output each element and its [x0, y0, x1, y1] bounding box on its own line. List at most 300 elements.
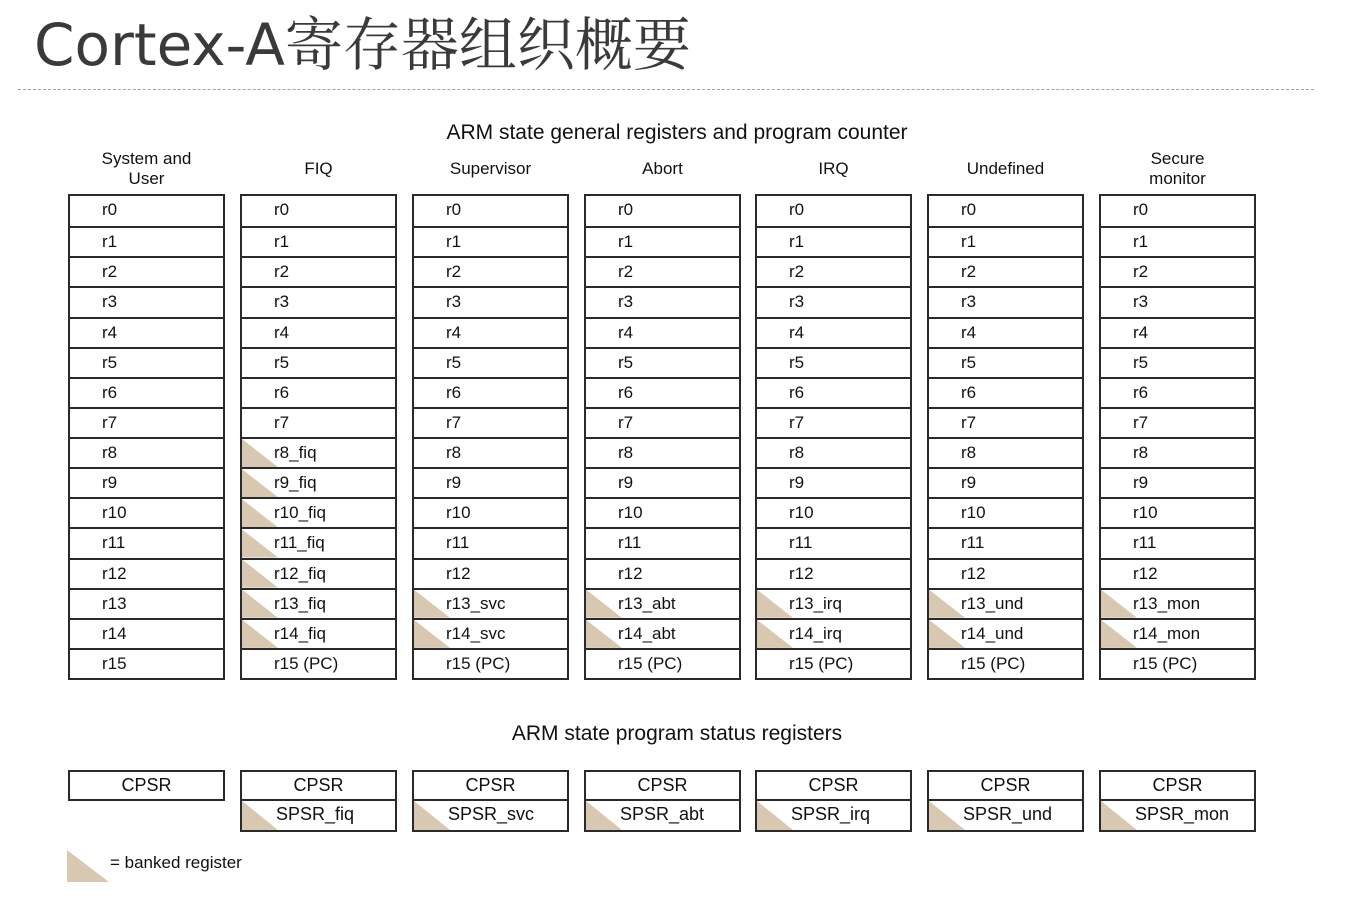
register-cell [929, 558, 1082, 588]
status-register-label: SPSR_mon [1135, 804, 1230, 824]
register-cell [1101, 347, 1254, 377]
register-cell [242, 256, 395, 286]
register-cell [757, 377, 910, 407]
register-label: r4 [446, 322, 462, 342]
title-divider [18, 89, 1314, 90]
register-cell [70, 226, 223, 256]
legend-label: = banked register [110, 853, 242, 872]
register-cell [757, 317, 910, 347]
register-label: r2 [961, 262, 977, 282]
register-label: r12 [446, 563, 471, 583]
register-label: r0 [789, 200, 805, 219]
register-label: r6 [618, 382, 634, 402]
register-label: r6 [446, 382, 462, 402]
register-label: r11 [618, 533, 642, 553]
banked-marker-icon [757, 801, 793, 830]
register-label: r15 (PC) [618, 653, 683, 673]
register-label: r1 [446, 232, 462, 252]
register-label: r7 [1133, 412, 1149, 432]
register-label: r4 [1133, 322, 1149, 342]
register-cell [757, 256, 910, 286]
status-register-cell [584, 770, 741, 801]
register-column [240, 194, 397, 680]
register-cell [414, 196, 567, 226]
status-register-label: SPSR_abt [620, 804, 705, 824]
register-label: r10 [789, 503, 814, 523]
register-cell [242, 317, 395, 347]
register-label: r9 [1133, 473, 1149, 493]
status-register-column [755, 770, 912, 832]
register-cell [70, 256, 223, 286]
mode-header: Secure monitor [1149, 149, 1206, 188]
register-label: r14_svc [446, 623, 506, 643]
register-cell [1101, 497, 1254, 527]
status-register-column [412, 770, 569, 832]
banked-marker-icon [242, 499, 278, 527]
register-label: r0 [961, 200, 977, 219]
register-label: r9 [961, 473, 977, 493]
register-label: r2 [1133, 262, 1149, 282]
register-cell [242, 648, 395, 678]
status-register-label: CPSR [293, 775, 344, 795]
banked-register-cell [586, 618, 739, 648]
register-cell [929, 226, 1082, 256]
status-registers-caption: ARM state program status registers [511, 722, 843, 745]
status-register-label: SPSR_svc [448, 804, 535, 824]
status-register-label: CPSR [980, 775, 1031, 795]
register-cell [242, 286, 395, 316]
banked-marker-icon [586, 620, 622, 648]
status-register-cell [927, 770, 1084, 801]
register-cell [757, 196, 910, 226]
register-cell [1101, 196, 1254, 226]
register-cell [1101, 407, 1254, 437]
register-label: r5 [102, 352, 118, 372]
register-cell [70, 558, 223, 588]
status-register-label: CPSR [808, 775, 859, 795]
register-label: r4 [789, 322, 805, 342]
banked-status-register-cell [240, 801, 397, 832]
register-label: r10_fiq [274, 503, 326, 523]
register-cell [70, 437, 223, 467]
register-cell [70, 527, 223, 557]
register-cell [586, 286, 739, 316]
register-label: r1 [961, 232, 977, 252]
status-register-label: CPSR [637, 775, 688, 795]
register-label: r11_fiq [274, 533, 325, 553]
register-cell [1101, 527, 1254, 557]
register-label: r5 [1133, 352, 1149, 372]
register-column [755, 194, 912, 680]
banked-status-register-cell [1099, 801, 1256, 832]
register-cell [1101, 226, 1254, 256]
register-label: r8 [102, 443, 118, 462]
banked-marker-icon [929, 590, 965, 618]
banked-marker-icon [1101, 801, 1137, 830]
register-cell [70, 196, 223, 226]
register-cell [1101, 437, 1254, 467]
register-cell [414, 407, 567, 437]
register-cell [414, 558, 567, 588]
register-label: r12_fiq [274, 563, 326, 583]
register-label: r15 (PC) [446, 653, 511, 673]
register-cell [70, 347, 223, 377]
register-cell [757, 286, 910, 316]
banked-register-cell [242, 527, 395, 557]
register-label: r13 [102, 593, 127, 613]
banked-marker-icon [242, 620, 278, 648]
banked-marker-icon [586, 801, 622, 830]
register-cell [586, 497, 739, 527]
register-label: r3 [1133, 292, 1149, 312]
register-label: r3 [274, 292, 290, 312]
register-label: r0 [1133, 200, 1149, 219]
register-cell [929, 437, 1082, 467]
register-label: r8 [618, 443, 634, 462]
banked-register-cell [242, 558, 395, 588]
register-cell [414, 256, 567, 286]
register-label: r10 [618, 503, 643, 523]
register-cell [414, 467, 567, 497]
banked-status-register-cell [412, 801, 569, 832]
status-register-cell [68, 770, 225, 801]
register-label: r10 [1133, 503, 1158, 523]
register-label: r15 (PC) [274, 653, 339, 673]
banked-register-cell [586, 588, 739, 618]
register-label: r13_mon [1133, 593, 1201, 613]
register-column [927, 194, 1084, 680]
banked-register-cell [242, 497, 395, 527]
register-cell [586, 226, 739, 256]
register-label: r8 [446, 443, 462, 462]
register-label: r14_fiq [274, 623, 326, 643]
register-cell [929, 648, 1082, 678]
banked-marker-icon [1101, 590, 1137, 618]
register-label: r10 [102, 503, 127, 523]
register-label: r13_fiq [274, 593, 326, 613]
register-label: r12 [618, 563, 643, 583]
register-label: r9 [446, 473, 462, 493]
register-cell [929, 377, 1082, 407]
banked-marker-icon [757, 620, 793, 648]
status-register-column [68, 770, 225, 801]
register-label: r7 [274, 412, 290, 432]
register-cell [242, 226, 395, 256]
register-label: r4 [274, 322, 290, 342]
register-label: r11 [789, 533, 813, 553]
mode-header: Abort [642, 159, 683, 178]
register-label: r15 [102, 653, 127, 673]
register-cell [586, 196, 739, 226]
banked-register-cell [757, 588, 910, 618]
register-cell [586, 317, 739, 347]
register-label: r6 [102, 382, 118, 402]
banked-register-cell [242, 467, 395, 497]
status-register-label: CPSR [1152, 775, 1203, 795]
register-cell [757, 437, 910, 467]
register-label: r1 [618, 232, 634, 252]
general-registers-caption: ARM state general registers and program counter [446, 121, 908, 144]
register-label: r7 [446, 412, 462, 432]
register-label: r15 (PC) [1133, 653, 1198, 673]
register-cell [929, 256, 1082, 286]
banked-register-legend-icon [67, 850, 109, 882]
register-label: r3 [618, 292, 634, 312]
register-label: r9 [789, 473, 805, 493]
register-cell [70, 588, 223, 618]
register-label: r4 [961, 322, 977, 342]
register-label: r9 [102, 473, 118, 493]
register-label: r8_fiq [274, 443, 317, 462]
register-label: r6 [1133, 382, 1149, 402]
banked-register-cell [929, 618, 1082, 648]
register-column [584, 194, 741, 680]
mode-header: IRQ [818, 159, 849, 178]
register-cell [70, 648, 223, 678]
register-label: r0 [618, 200, 634, 219]
banked-marker-icon [414, 590, 450, 618]
register-cell [757, 558, 910, 588]
status-register-column [1099, 770, 1256, 832]
register-label: r13_und [961, 593, 1024, 613]
register-label: r8 [961, 443, 977, 462]
banked-marker-icon [242, 439, 278, 467]
register-label: r2 [618, 262, 634, 282]
register-label: r7 [789, 412, 805, 432]
register-label: r12 [1133, 563, 1158, 583]
register-label: r5 [446, 352, 462, 372]
register-label: r6 [789, 382, 805, 402]
register-cell [586, 467, 739, 497]
register-label: r3 [961, 292, 977, 312]
banked-marker-icon [242, 469, 278, 497]
register-cell [70, 317, 223, 347]
register-cell [757, 648, 910, 678]
register-cell [414, 226, 567, 256]
status-register-label: SPSR_irq [791, 804, 871, 824]
register-label: r2 [102, 262, 118, 282]
mode-header: Undefined [966, 159, 1045, 178]
register-label: r1 [102, 232, 118, 252]
banked-marker-icon [929, 801, 965, 830]
register-cell [929, 527, 1082, 557]
register-label: r5 [274, 352, 290, 372]
register-cell [586, 527, 739, 557]
banked-register-cell [414, 618, 567, 648]
register-cell [1101, 648, 1254, 678]
status-register-label: SPSR_fiq [276, 804, 355, 824]
register-label: r5 [618, 352, 634, 372]
register-cell [414, 317, 567, 347]
register-cell [757, 497, 910, 527]
register-cell [757, 527, 910, 557]
status-register-cell [240, 770, 397, 801]
register-label: r0 [274, 200, 290, 219]
banked-status-register-cell [927, 801, 1084, 832]
register-cell [70, 407, 223, 437]
register-label: r14 [102, 623, 127, 643]
register-cell [586, 256, 739, 286]
banked-marker-icon [414, 801, 450, 830]
register-label: r2 [789, 262, 805, 282]
register-cell [929, 347, 1082, 377]
banked-marker-icon [242, 801, 278, 830]
register-cell [1101, 256, 1254, 286]
register-cell [757, 347, 910, 377]
register-label: r3 [789, 292, 805, 312]
register-column [68, 194, 225, 680]
banked-register-cell [929, 588, 1082, 618]
register-cell [1101, 377, 1254, 407]
register-cell [242, 377, 395, 407]
status-register-cell [1099, 770, 1256, 801]
register-cell [242, 347, 395, 377]
register-cell [1101, 558, 1254, 588]
banked-marker-icon [929, 620, 965, 648]
register-cell [1101, 317, 1254, 347]
banked-register-cell [1101, 588, 1254, 618]
register-label: r2 [274, 262, 290, 282]
register-label: r6 [274, 382, 290, 402]
register-cell [929, 467, 1082, 497]
register-label: r13_svc [446, 593, 506, 613]
register-cell [757, 226, 910, 256]
register-label: r13_abt [618, 593, 676, 613]
register-label: r14_und [961, 623, 1024, 643]
register-label: r14_irq [789, 623, 842, 643]
register-cell [929, 497, 1082, 527]
register-label: r1 [789, 232, 805, 252]
register-cell [586, 437, 739, 467]
status-register-cell [412, 770, 569, 801]
register-cell [70, 286, 223, 316]
register-label: r2 [446, 262, 462, 282]
register-cell [414, 437, 567, 467]
register-label: r6 [961, 382, 977, 402]
banked-marker-icon [586, 590, 622, 618]
register-cell [586, 377, 739, 407]
register-label: r8 [1133, 443, 1149, 462]
banked-register-cell [1101, 618, 1254, 648]
register-cell [586, 558, 739, 588]
register-cell [929, 317, 1082, 347]
status-register-label: CPSR [121, 775, 172, 795]
register-label: r9_fiq [274, 473, 317, 493]
mode-header: System and User [101, 149, 192, 188]
register-label: r3 [102, 292, 118, 312]
banked-register-cell [757, 618, 910, 648]
register-label: r11 [102, 533, 126, 553]
banked-status-register-cell [755, 801, 912, 832]
banked-marker-icon [242, 590, 278, 618]
register-cell [414, 527, 567, 557]
register-label: r12 [102, 563, 127, 583]
register-label: r1 [1133, 232, 1149, 252]
banked-register-cell [242, 618, 395, 648]
register-label: r1 [274, 232, 290, 252]
register-cell [242, 196, 395, 226]
status-register-column [584, 770, 741, 832]
register-label: r12 [789, 563, 814, 583]
register-cell [414, 648, 567, 678]
register-label: r0 [446, 200, 462, 219]
register-label: r15 (PC) [961, 653, 1026, 673]
register-column [412, 194, 569, 680]
register-label: r4 [618, 322, 634, 342]
register-label: r0 [102, 200, 118, 219]
banked-marker-icon [757, 590, 793, 618]
status-register-column [927, 770, 1084, 832]
banked-marker-icon [1101, 620, 1137, 648]
register-label: r4 [102, 322, 118, 342]
register-cell [414, 497, 567, 527]
register-label: r5 [961, 352, 977, 372]
register-label: r15 (PC) [789, 653, 854, 673]
register-cell [929, 407, 1082, 437]
register-label: r7 [618, 412, 634, 432]
banked-marker-icon [242, 529, 278, 557]
register-cell [1101, 286, 1254, 316]
mode-header: Supervisor [449, 159, 532, 178]
register-label: r14_mon [1133, 623, 1201, 643]
register-cell [70, 377, 223, 407]
register-label: r9 [618, 473, 634, 493]
mode-header: FIQ [304, 159, 333, 178]
register-label: r7 [961, 412, 977, 432]
register-cell [242, 407, 395, 437]
register-cell [70, 618, 223, 648]
register-label: r13_irq [789, 593, 842, 613]
banked-status-register-cell [584, 801, 741, 832]
register-label: r5 [789, 352, 805, 372]
status-register-cell [755, 770, 912, 801]
register-cell [414, 347, 567, 377]
register-cell [929, 286, 1082, 316]
register-label: r10 [961, 503, 986, 523]
register-label: r11 [961, 533, 985, 553]
register-cell [1101, 467, 1254, 497]
register-label: r11 [446, 533, 470, 553]
status-register-label: CPSR [465, 775, 516, 795]
register-cell [757, 467, 910, 497]
register-cell [414, 377, 567, 407]
register-label: r10 [446, 503, 471, 523]
register-cell [757, 407, 910, 437]
register-cell [586, 347, 739, 377]
register-cell [70, 497, 223, 527]
status-register-label: SPSR_und [963, 804, 1053, 824]
banked-register-cell [242, 588, 395, 618]
banked-marker-icon [414, 620, 450, 648]
register-label: r12 [961, 563, 986, 583]
register-cell [414, 286, 567, 316]
register-label: r14_abt [618, 623, 676, 643]
banked-register-cell [242, 437, 395, 467]
register-label: r11 [1133, 533, 1157, 553]
register-cell [586, 407, 739, 437]
register-cell [586, 648, 739, 678]
register-label: r8 [789, 443, 805, 462]
slide-title: Cortex-A寄存器组织概要 [34, 11, 691, 79]
banked-register-cell [414, 588, 567, 618]
register-cell [70, 467, 223, 497]
banked-marker-icon [242, 560, 278, 588]
register-label: r7 [102, 412, 118, 432]
status-register-column [240, 770, 397, 832]
register-column [1099, 194, 1256, 680]
register-label: r3 [446, 292, 462, 312]
register-cell [929, 196, 1082, 226]
